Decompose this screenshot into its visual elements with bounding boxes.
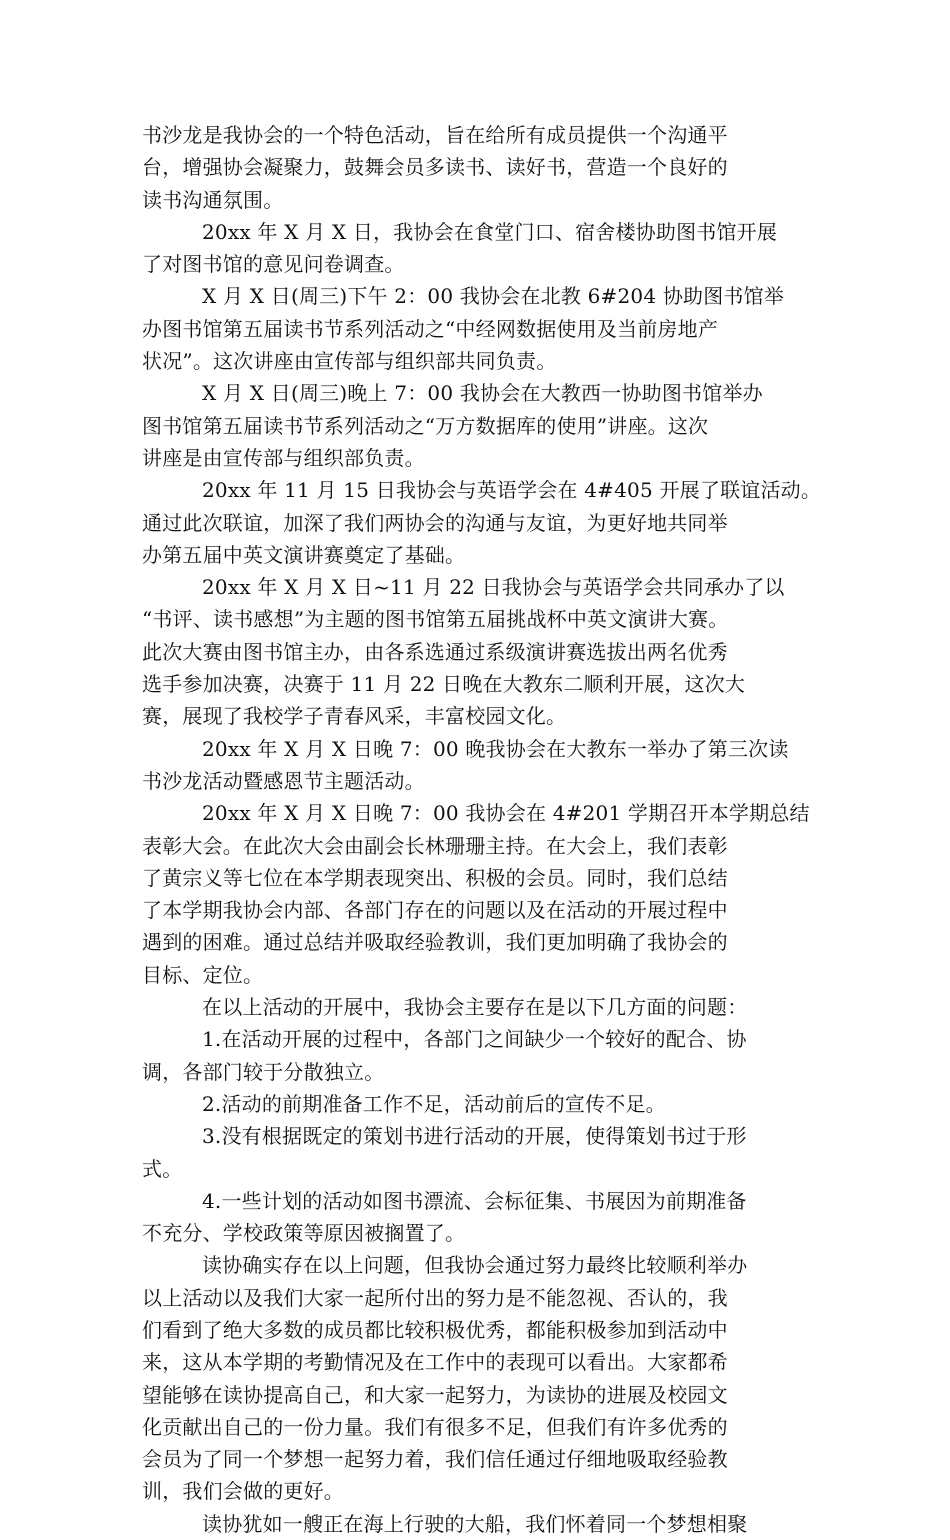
text-line: 表彰大会。在此次大会由副会长林珊珊主持。在大会上，我们表彰 [142,833,728,858]
text-line: 不充分、学校政策等原因被搁置了。 [142,1221,466,1246]
text-line: 2.活动的前期准备工作不足，活动前后的宣传不足。 [202,1091,666,1116]
text-line: 20xx 年 11 月 15 日我协会与英语学会在 4#405 开展了联谊活动。 [202,478,822,503]
text-line: 调，各部门较于分散独立。 [142,1059,385,1084]
text-line: 书沙龙是我协会的一个特色活动，旨在给所有成员提供一个沟通平 [142,123,728,147]
text-line: 读书沟通氛围。 [142,187,284,212]
text-line: 目标、定位。 [142,962,264,987]
text-line: 20xx 年 X 月 X 日晚 7：00 晚我协会在大教东一举办了第三次读 [202,736,789,761]
text-line: 了黄宗义等七位在本学期表现突出、积极的会员。同时，我们总结 [142,865,728,890]
text-line: 训，我们会做的更好。 [142,1479,344,1504]
text-line: 1.在活动开展的过程中，各部门之间缺少一个较好的配合、协 [202,1027,747,1052]
text-line: “书评、读书感想”为主题的图书馆第五届挑战杯中英文演讲大赛。 [142,607,729,632]
text-line: 4.一些计划的活动如图书漂流、会标征集、书展因为前期准备 [202,1188,747,1213]
text-line: 们看到了绝大多数的成员都比较积极优秀，都能积极参加到活动中 [142,1317,728,1342]
text-line: 办第五届中英文演讲赛奠定了基础。 [142,542,466,567]
text-line: X 月 X 日(周三)下午 2：00 我协会在北教 6#204 协助图书馆举 [202,284,785,309]
text-line: 望能够在读协提高自己，和大家一起努力，为读协的进展及校园文 [142,1382,728,1407]
text-line: 以上活动以及我们大家一起所付出的努力是不能忽视、否认的，我 [142,1285,728,1310]
text-line: 遇到的困难。通过总结并吸取经验教训，我们更加明确了我协会的 [142,930,728,955]
text-line: 图书馆第五届读书节系列活动之“万方数据库的使用”讲座。这次 [142,413,709,438]
text-line: 读协犹如一艘正在海上行驶的大船，我们怀着同一个梦想相聚 [202,1511,748,1536]
text-line: 状况”。这次讲座由宣传部与组织部共同负责。 [142,349,557,374]
text-line: 化贡献出自己的一份力量。我们有很多不足，但我们有许多优秀的 [142,1414,728,1439]
text-line: 讲座是由宣传部与组织部负责。 [142,445,425,470]
text-line: 了对图书馆的意见问卷调查。 [142,252,405,277]
text-line: 此次大赛由图书馆主办，由各系选通过系级演讲赛选拔出两名优秀 [142,639,728,664]
text-line: 20xx 年 X 月 X 日，我协会在食堂门口、宿舍楼协助图书馆开展 [202,219,778,244]
text-line: 20xx 年 X 月 X 日~11 月 22 日我协会与英语学会共同承办了以 [202,575,785,600]
document-body [142,119,822,1540]
text-line: 通过此次联谊，加深了我们两协会的沟通与友谊，为更好地共同举 [142,510,728,535]
text-line: 书沙龙活动暨感恩节主题活动。 [142,768,425,793]
text-line: 3.没有根据既定的策划书进行活动的开展，使得策划书过于形 [202,1124,747,1149]
text-line: 台，增强协会凝聚力，鼓舞会员多读书、读好书，营造一个良好的 [142,155,728,180]
text-line: 选手参加决赛，决赛于 11 月 22 日晚在大教东二顺利开展，这次大 [142,672,746,697]
text-line: 读协确实存在以上问题，但我协会通过努力最终比较顺利举办 [202,1253,748,1278]
text-line: X 月 X 日(周三)晚上 7：00 我协会在大教西一协助图书馆举办 [202,381,763,406]
text-line: 来，这从本学期的考勤情况及在工作中的表现可以看出。大家都希 [142,1350,728,1375]
text-line: 会员为了同一个梦想一起努力着，我们信任通过仔细地吸取经验教 [142,1447,728,1472]
text-line: 赛，展现了我校学子青春风采，丰富校园文化。 [142,704,567,729]
text-line: 办图书馆第五届读书节系列活动之“中经网数据使用及当前房地产 [142,316,719,341]
text-line: 20xx 年 X 月 X 日晚 7：00 我协会在 4#201 学期召开本学期总结 [202,801,810,826]
text-line: 式。 [142,1156,183,1181]
text-line: 在以上活动的开展中，我协会主要存在是以下几方面的问题： [202,995,748,1020]
text-line: 了本学期我协会内部、各部门存在的问题以及在活动的开展过程中 [142,898,728,923]
